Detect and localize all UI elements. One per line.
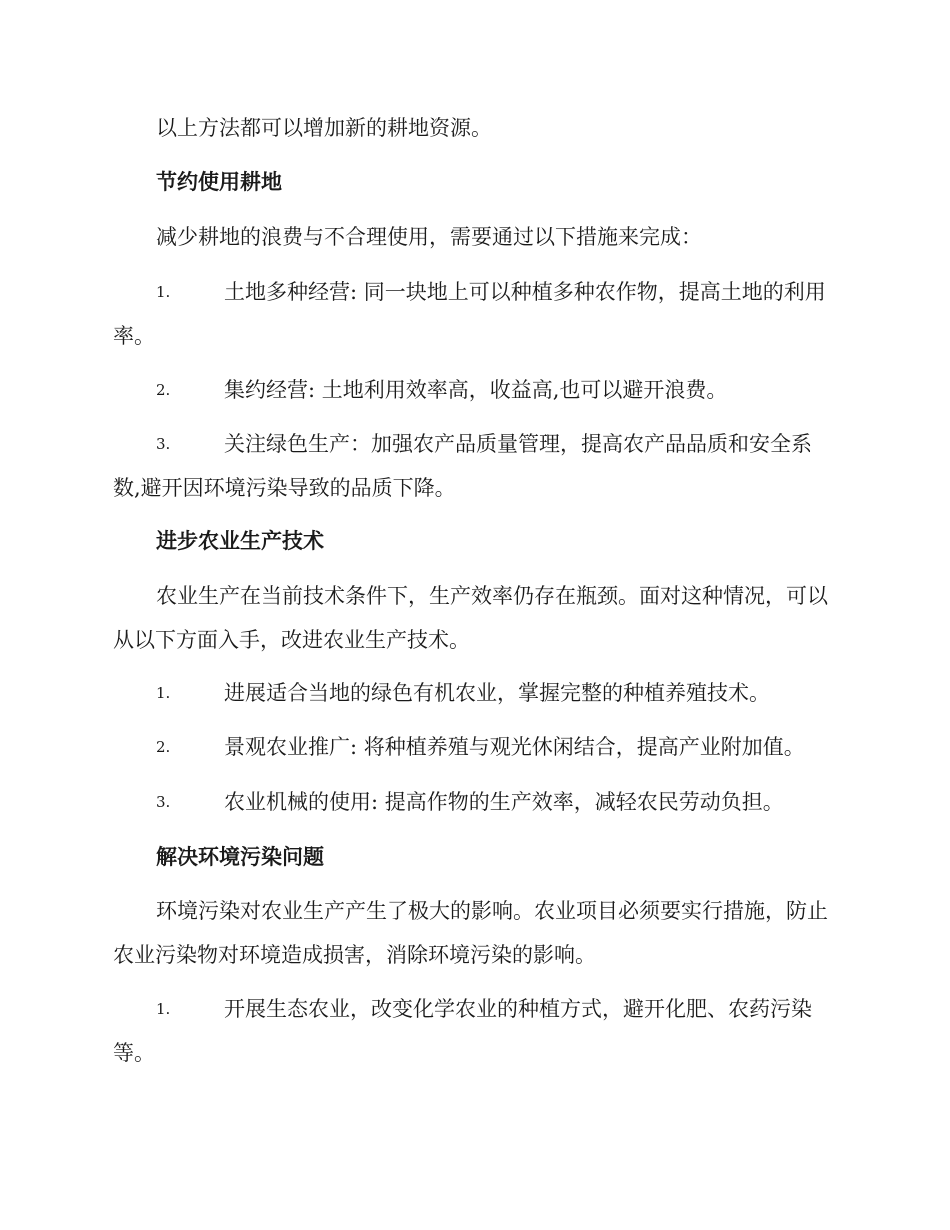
- list-item: [113, 987, 835, 1075]
- list-number: 1.: [156, 684, 171, 702]
- intro-paragraph: 以上方法都可以增加新的耕地资源。: [156, 116, 492, 140]
- list-number: 2.: [156, 381, 171, 399]
- list-item: [113, 422, 835, 510]
- list-item: [113, 780, 835, 824]
- section-heading: 进步农业生产技术: [156, 528, 324, 553]
- list-item: [113, 270, 835, 358]
- list-number: 1.: [156, 1000, 171, 1018]
- list-item: [113, 368, 835, 412]
- list-item: [113, 671, 835, 715]
- list-number: 2.: [156, 738, 171, 756]
- section-heading: 解决环境污染问题: [156, 844, 324, 869]
- list-item-text: 农业机械的使用: 提高作物的生产效率，减轻农民劳动负担。: [224, 790, 784, 814]
- list-number: 3.: [156, 793, 171, 811]
- section-paragraph: 环境污染对农业生产产生了极大的影响。农业项目必须要实行措施，防止农业污染物对环境造成损害，消除环境污染的影响。: [113, 899, 828, 967]
- list-item-text: 关注绿色生产：加强农产品质量管理，提高农产品品质和安全系数,避开因环境污染导致的品质下降。: [113, 432, 812, 500]
- list-number: 3.: [156, 435, 171, 453]
- list-item-text: 进展适合当地的绿色有机农业，掌握完整的种植养殖技术。: [224, 681, 770, 705]
- list-item: [113, 725, 835, 769]
- list-item-text: 集约经营: 土地利用效率高，收益高,也可以避开浪费。: [224, 378, 728, 402]
- section-paragraph: 农业生产在当前技术条件下，生产效率仍存在瓶颈。面对这种情况，可以从以下方面入手，改进农业生产技术。: [113, 584, 828, 652]
- list-item-text: 开展生态农业，改变化学农业的种植方式，避开化肥、农药污染等。: [113, 997, 812, 1065]
- section-heading: 节约使用耕地: [156, 169, 282, 194]
- list-item-text: 土地多种经营: 同一块地上可以种植多种农作物，提高土地的利用率。: [113, 280, 826, 348]
- list-item-text: 景观农业推广: 将种植养殖与观光休闲结合，提高产业附加值。: [224, 735, 805, 759]
- section-paragraph: 减少耕地的浪费与不合理使用，需要通过以下措施来完成：: [156, 225, 702, 249]
- list-number: 1.: [156, 283, 171, 301]
